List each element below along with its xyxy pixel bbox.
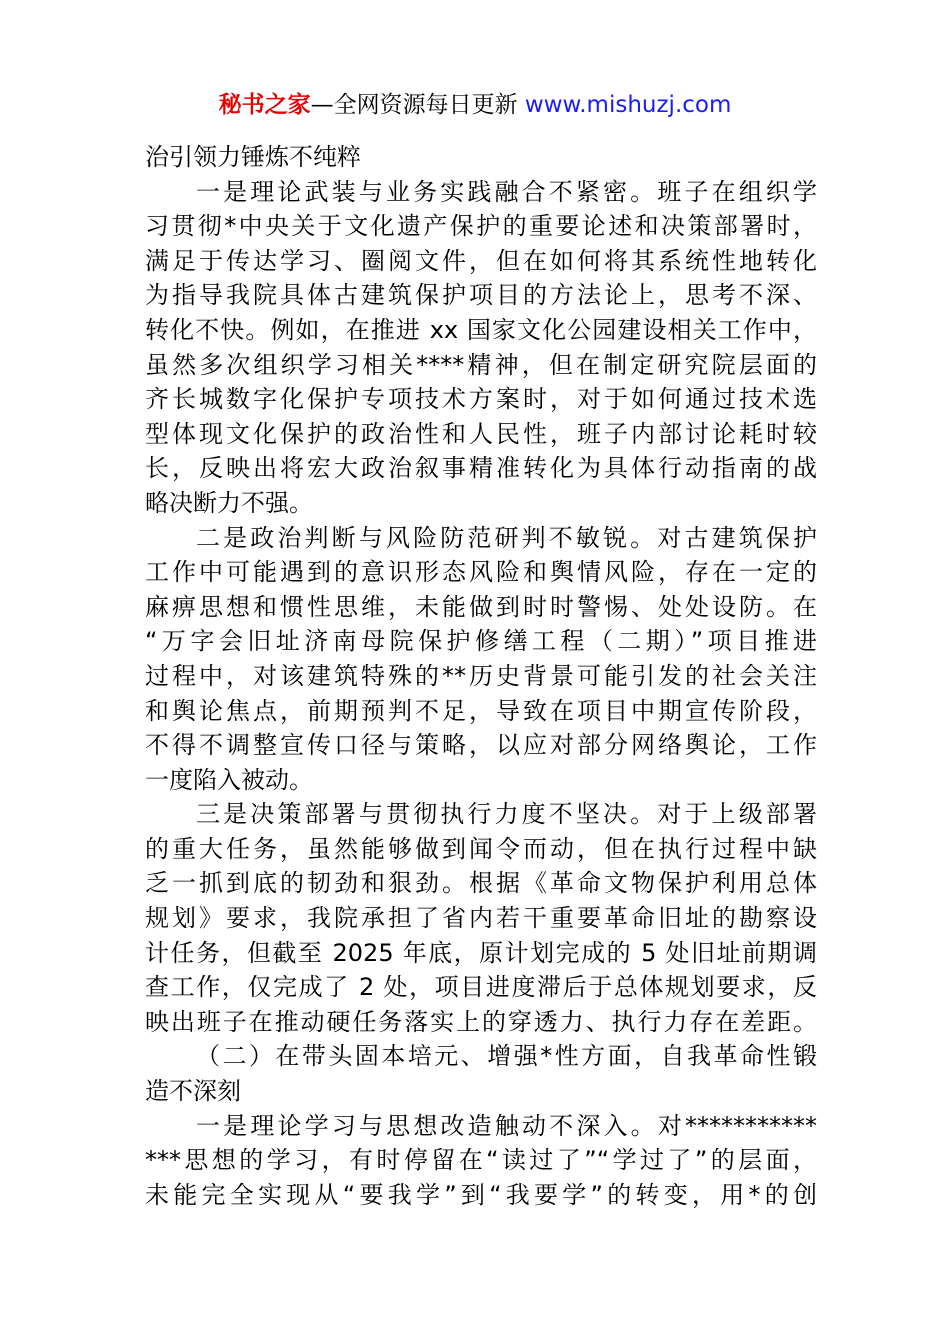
text-line: 一是理论武装与业务实践融合不紧密。班子在组织学 (196, 177, 817, 206)
header-tagline: —全网资源每日更新 (310, 92, 525, 118)
text-line: 虽然多次组织学习相关****精神，但在制定研究院层面的 (145, 350, 817, 379)
text-line: 三是决策部署与贯彻执行力度不坚决。对于上级部署 (196, 800, 817, 829)
document-body (145, 140, 817, 1212)
text-line: 一度陷入被动。 (145, 765, 313, 794)
brand-name: 秘书之家 (218, 92, 311, 118)
text-line: 长，反映出将宏大政治叙事精准转化为具体行动指南的战 (145, 454, 817, 483)
text-line: 计任务，但截至 2025 年底，原计划完成的 5 处旧址前期调 (145, 938, 817, 967)
text-line: 转化不快。例如，在推进 xx 国家文化公园建设相关工作中， (145, 315, 817, 344)
text-line: 习贯彻*中央关于文化遗产保护的重要论述和决策部署时， (145, 212, 817, 241)
text-line: 和舆论焦点，前期预判不足，导致在项目中期宣传阶段， (145, 696, 817, 725)
text-line: 略决断力不强。 (145, 488, 313, 517)
text-line: 满足于传达学习、圈阅文件，但在如何将其系统性地转化 (145, 246, 817, 275)
text-line: 一是理论学习与思想改造触动不深入。对*********** (196, 1111, 817, 1140)
text-line: 映出班子在推动硬任务落实上的穿透力、执行力存在差距。 (145, 1007, 817, 1036)
text-line: 未能完全实现从“要我学”到“我要学”的转变，用*的创 (145, 1180, 817, 1209)
text-line: 的重大任务，虽然能够做到闻令而动，但在执行过程中缺 (145, 834, 817, 863)
text-line: 过程中，对该建筑特殊的**历史背景可能引发的社会关注 (145, 661, 817, 690)
text-line: （二）在带头固本培元、增强*性方面，自我革命性锻 (196, 1042, 817, 1071)
page-header (0, 88, 950, 122)
text-line: 规划》要求，我院承担了省内若干重要革命旧址的勘察设 (145, 904, 817, 933)
text-line: 二是政治判断与风险防范研判不敏锐。对古建筑保护 (196, 523, 817, 552)
text-line: 齐长城数字化保护专项技术方案时，对于如何通过技术选 (145, 385, 817, 414)
text-line: 为指导我院具体古建筑保护项目的方法论上，思考不深、 (145, 281, 817, 310)
text-line: 麻痹思想和惯性思维，未能做到时时警惕、处处设防。在 (145, 592, 817, 621)
text-line: 查工作，仅完成了 2 处，项目进度滞后于总体规划要求，反 (145, 973, 817, 1002)
text-line: ***思想的学习，有时停留在“读过了”“学过了”的层面， (145, 1146, 817, 1175)
text-line: 造不深刻 (145, 1077, 241, 1106)
site-url-link[interactable]: www.mishuzj.com (524, 92, 732, 118)
text-line: 不得不调整宣传口径与策略，以应对部分网络舆论，工作 (145, 731, 817, 760)
text-line: “万字会旧址济南母院保护修缮工程（二期）”项目推进 (145, 627, 817, 656)
text-line: 型体现文化保护的政治性和人民性，班子内部讨论耗时较 (145, 419, 817, 448)
text-line: 乏一抓到底的韧劲和狠劲。根据《革命文物保护利用总体 (145, 869, 817, 898)
text-line: 治引领力锤炼不纯粹 (145, 143, 361, 171)
text-line: 工作中可能遇到的意识形态风险和舆情风险，存在一定的 (145, 558, 817, 587)
